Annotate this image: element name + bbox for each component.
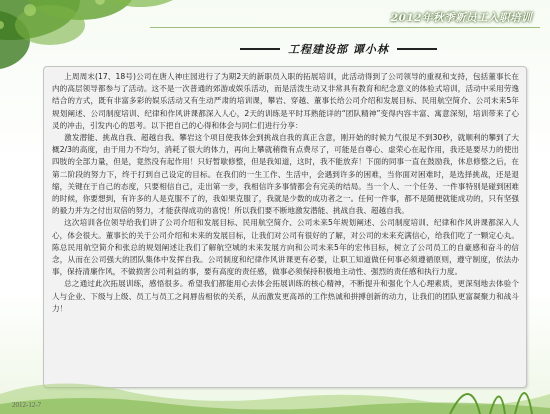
paragraph-training: 这次培训各位领导给我们讲了公司介绍和发展目标、民用航空简介、公司未来5年规划阐述、公司制度培训、纪律和作风讲课都深入人心，体会很大。董事长的关于公司介绍和未来的发展目标，让我们对公司有很好的了解，对公司的未来充满信心，给我们吃了一颗定心丸。陈总民用航空简介和张总的规划阐述让我们了解航空城的未来发展方向和公司未来5年的宏伟目标，树立了公司员工的自豪感和奋斗的信念，从而在公司强大的团队集体中发挥自我。公司制度和纪律作风讲课更有必要，让职工知道做任何事必须遵循原则，遵守制度，依法办事，保持清廉作风，不做损害公司利益的事，要有高度的责任感，做事必须保持积极地主动性、强烈的责任感和执行力度。 xyxy=(52,218,519,277)
header-title: 2012年秋季新员工入职培训 xyxy=(390,12,532,24)
document-title-row xyxy=(240,41,460,57)
footer-date: 2012-12-7 xyxy=(12,401,42,409)
paragraph-summary: 总之通过此次拓展训练，感悟很多。希望我们都能用心去体会拓展训练的核心精神，不断提升和强化个人心理素质，更深刻地去体验个人与企业、下级与上级、员工与员工之间唇齿相依的关系，从而激发更高昂的工作热诚和拼搏创新的动力，让我们的团队更富凝聚力和战斗力！ xyxy=(52,279,519,313)
title-left-rule xyxy=(240,48,280,50)
paragraph-intro: 上周周末(17、18号)公司在唐人神庄园进行了为期2天的新职员入职的拓展培训，此活动得到了公司领导的重视和支持，包括董事长在内的高层领导都参与了活动。这不是一次普通的郊游或娱乐活动，而是活泼生动又非常具有教育和纪念意义的体验式培训，活动中采用劳逸结合的方式，既有非富多彩的娱乐活动又有生动严肃的培训课，攀岩、穿越、董事长给公司介绍和发展目标、民用航空简介、公司未来5年规划阐述、公司制度培训、纪律和作风讲课都深入人心，2天的训练是平时耳熟能详的“团队精神”变得内容丰富、寓意深刻，培训带来了心灵的冲击，引发内心的思考。以下把自己的心得和体会与同仁们进行分享： xyxy=(52,72,519,130)
paragraph-climbing: 激发潜能、挑战自我、超越自我。攀岩这个项目使我体会到挑战自我的真正含意，刚开始的时候力气很足不到30秒，就顺利的攀到了大概2/3的高度，由于用力不均匀，消耗了很大的体力，再向上攀就稍微有点费尽了，可能是自尊心、虚荣心在起作用，我还是要尽力的使出四肢的全部力量，但是，竟然没有起作用！只好暂歇修整，但是我知道，这时，我不能放弃！下面的同事一直在鼓励我，休息修整之后，在第二阶段的努力下，终于打到自己设定的目标。在我们的一生工作、生活中，会遇到许多的困难，当你面对困难时，是选择挑战，还是退缩，关键在于自己的态度，只要相信自己，走出第一步，我相信许多事情都会有完美的结局。当一个人、一个任务、一件事特别是碰到困难的时候，你要想到，有许多的人是克服不了的，我如果克服了，我就是少数的成功者之一。任何一件事，都不是随便就能成功的，只有坚强的毅力并为之付出双倍的努力，才能获得成功的喜悦！所以我们要不断地激发潜能、挑战自我、超越自我。 xyxy=(52,133,519,216)
grass-decoration xyxy=(0,354,550,414)
header-divider xyxy=(150,27,540,28)
title-right-rule xyxy=(397,48,437,50)
document-title: 工程建设部 谭小林 xyxy=(288,43,389,56)
content-panel xyxy=(43,66,527,388)
